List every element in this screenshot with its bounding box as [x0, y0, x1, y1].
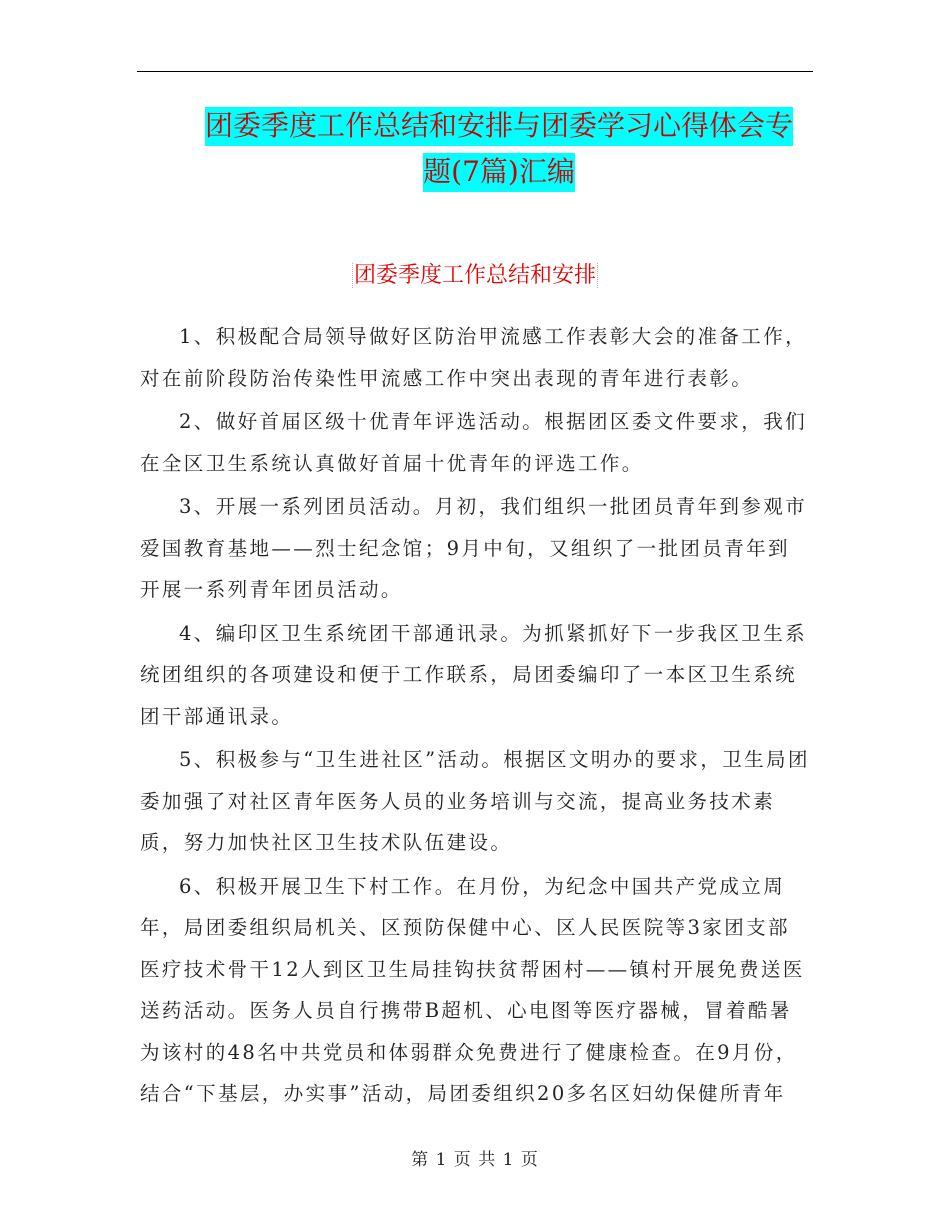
- body-paragraph: 5、积极参与“卫生进社区”活动。根据区文明办的要求，卫生局团委加强了对社区青年医务人员的业务培训与交流，提高业务技术素质，努力加快社区卫生技术队伍建设。: [140, 748, 810, 854]
- page-footer: 第 1 页 共 1 页: [411, 1150, 539, 1170]
- document-body: [140, 316, 810, 1117]
- document-title: [193, 103, 805, 195]
- header-rule: [137, 71, 813, 72]
- body-paragraph: 1、积极配合局领导做好区防治甲流感工作表彰大会的准备工作，对在前阶段防治传染性甲流感工作中突出表现的青年进行表彰。: [140, 325, 808, 390]
- body-paragraph: 2、做好首届区级十优青年评选活动。根据团区委文件要求，我们在全区卫生系统认真做好首届十优青年的评选工作。: [140, 410, 808, 475]
- section-heading: [0, 258, 950, 294]
- section-heading-text: 团委季度工作总结和安排: [353, 263, 596, 288]
- body-paragraph: 3、开展一系列团员活动。月初，我们组织一批团员青年到参观市爱国教育基地——烈士纪念馆；9月中旬，又组织了一批团员青年到开展一系列青年团员活动。: [140, 495, 808, 601]
- document-title-text: 团委季度工作总结和安排与团委学习心得体会专题(7篇)汇编: [205, 107, 793, 192]
- body-paragraph: 4、编印区卫生系统团干部通讯录。为抓紧抓好下一步我区卫生系统团组织的各项建设和便于工作联系，局团委编印了一本区卫生系统团干部通讯录。: [140, 621, 808, 728]
- body-paragraph: 6、积极开展卫生下村工作。在月份，为纪念中国共产党成立周年，局团委组织局机关、区预防保健中心、区人民医院等3家团支部医疗技术骨干12人到区卫生局挂钩扶贫帮困村——镇村开展免费送医送药活动。医务人员自行携带B超机、心电图等医疗器械，冒着酷暑为该村的48名中共党员和体弱群众免费进行了健康检查。在9月份，结合“下基层，办实事”活动，局团委组织20多名区妇幼保健所青年: [140, 874, 805, 1105]
